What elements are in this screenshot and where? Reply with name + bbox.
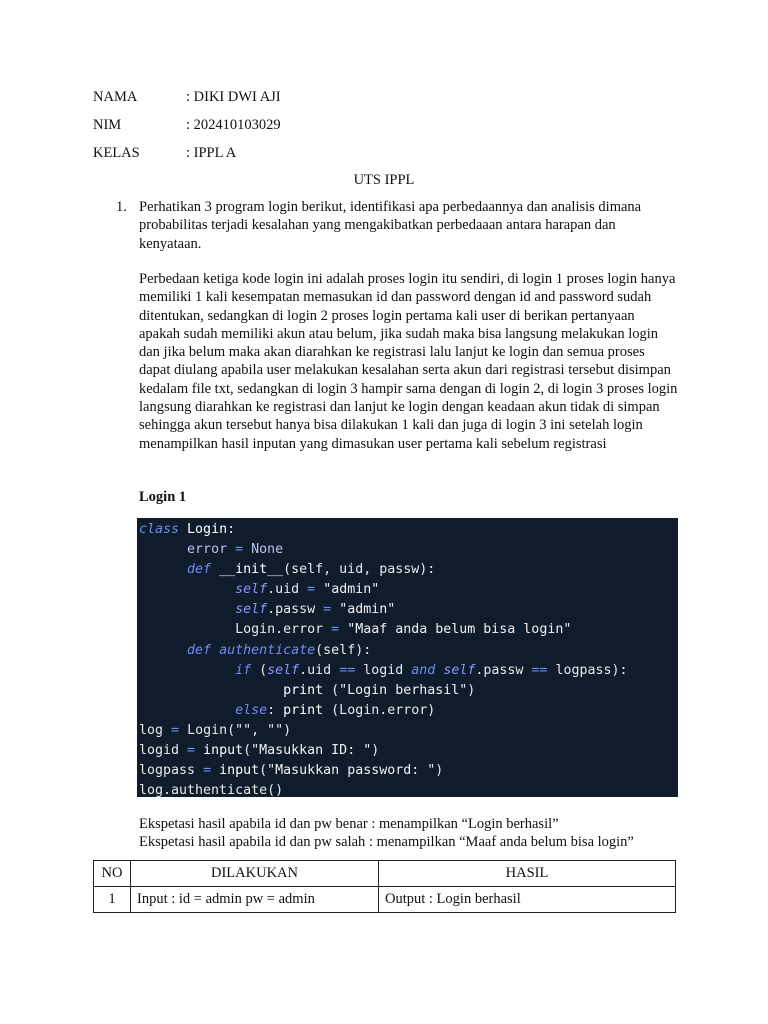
kelas-label: KELAS xyxy=(93,145,140,161)
code-line: log = Login("", "") xyxy=(139,722,292,738)
code-block xyxy=(137,518,678,797)
code-line: self.uid = "admin" xyxy=(235,582,380,598)
code-line: logpass = input("Masukkan password: ") xyxy=(139,763,444,779)
question-number: 1. xyxy=(116,199,127,215)
header-no: NO xyxy=(94,861,131,887)
code-line: class Login: xyxy=(139,522,236,537)
nim-value: : 202410103029 xyxy=(186,117,281,133)
header-dilakukan: DILAKUKAN xyxy=(131,861,379,887)
results-table xyxy=(93,860,676,913)
code-line: log.authenticate() xyxy=(139,783,284,799)
expectation-correct: Ekspetasi hasil apabila id dan pw benar : menampilkan “Login berhasil” xyxy=(139,816,559,832)
section-title-login-1: Login 1 xyxy=(139,489,187,505)
code-line: error = None xyxy=(187,542,284,558)
document-title: UTS IPPL xyxy=(353,172,415,188)
expectation-wrong: Ekspetasi hasil apabila id dan pw salah : menampilkan “Maaf anda belum bisa login” xyxy=(139,834,634,850)
code-line: else: print (Login.error) xyxy=(235,702,436,718)
code-line: print ("Login berhasil") xyxy=(283,682,476,698)
code-line: def __init__(self, uid, passw): xyxy=(187,562,436,578)
question-text: Perhatikan 3 program login berikut, identifikasi apa perbedaannya dan analisis dimana probabilitas terjadi kesalahan yang mengakibatkan perbedaaan antara harapan dan kenyataan. xyxy=(139,199,642,252)
cell-hasil: Output : Login berhasil xyxy=(379,887,676,913)
table-header-row xyxy=(94,861,676,887)
nim-label: NIM xyxy=(93,117,122,133)
header-hasil: HASIL xyxy=(379,861,676,887)
code-line: if (self.uid == logid and self.passw == logpass): xyxy=(235,662,628,678)
code-line: logid = input("Masukkan ID: ") xyxy=(139,743,380,759)
answer-text: Perbedaan ketiga kode login ini adalah proses login itu sendiri, di login 1 proses login hanya memiliki 1 kali kesempatan memasukan id dan password dengan id and password sudah ditentukan, sedangkan di login 2 proses login pertama kali user di berikan pertanyaan apakah sudah memiliki akun atau belum, jika sudah maka bisa langsung melakukan login dan jika belum maka akan diarahkan ke registrasi lalu lanjut ke login dan semua proses dapat diulang apabila user melakukan kesalahan serta akun dari registrasi tersebut disimpan kedalam file txt, sedangkan di login 3 hampir sama dengan di login 2, di login 3 proses login langsung diarahkan ke registrasi dan lanjut ke login dengan keadaan akun tidak di simpan sehingga akun tersebut hanya bisa dilakukan 1 kali dan juga di login 3 ini setelah login menampilkan hasil inputan yang dimasukan user pertama kali sebelum registrasi xyxy=(139,271,678,452)
code-line: Login.error = "Maaf anda belum bisa login" xyxy=(235,622,572,638)
cell-no: 1 xyxy=(94,887,131,913)
nama-label: NAMA xyxy=(93,89,138,105)
table-row xyxy=(94,887,676,913)
cell-dilakukan: Input : id = admin pw = admin xyxy=(131,887,379,913)
code-line: self.passw = "admin" xyxy=(235,602,396,618)
code-line: def authenticate(self): xyxy=(187,642,372,658)
nama-value: : DIKI DWI AJI xyxy=(186,89,281,105)
kelas-value: : IPPL A xyxy=(186,145,237,161)
